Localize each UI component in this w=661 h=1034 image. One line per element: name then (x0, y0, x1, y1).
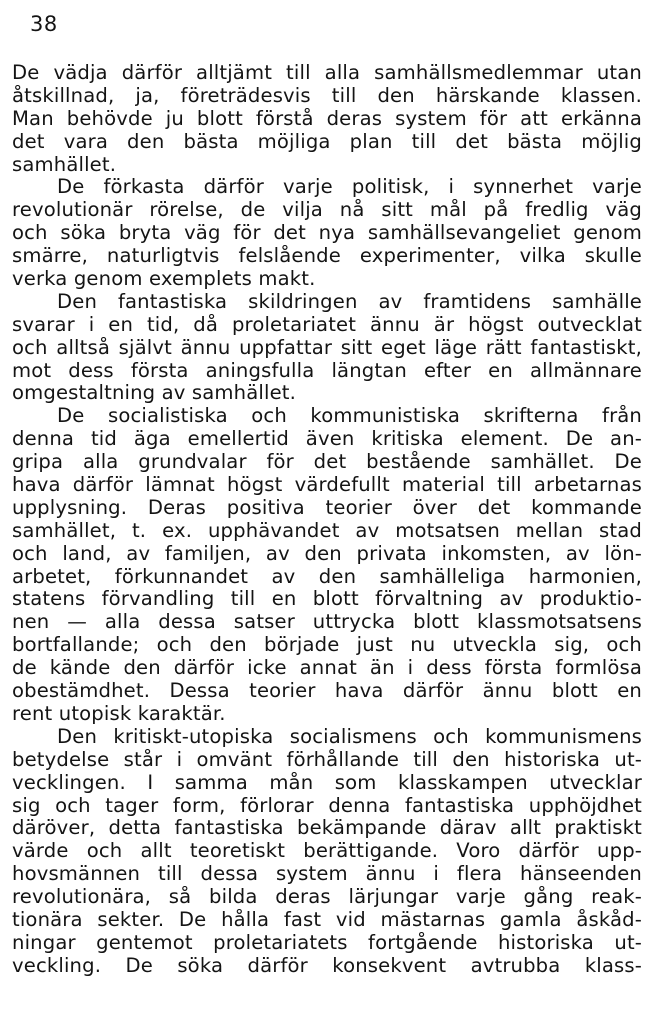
text-line: och alltså självt ännu uppfattar sitt eget läge rätt fantastiskt, (12, 336, 642, 359)
text-line: De vädja därför alltjämt till alla samhällsmedlemmar utan (12, 62, 642, 84)
text-line: betydelse står i omvänt förhållande till den historiska ut- (12, 748, 642, 771)
text-line: upplysning. Deras positiva teorier över det kommande (12, 496, 642, 519)
text-line: verka genom exemplets makt. (12, 268, 316, 291)
text-line: gripa alla grundvalar för det bestående samhället. De (12, 451, 642, 474)
body-text (12, 62, 642, 978)
text-line: hovsmännen till dessa system ännu i flera hänseenden (12, 863, 642, 886)
text-line: samhället, t. ex. upphävandet av motsatsen mellan stad (12, 519, 642, 542)
text-line: obestämdhet. Dessa teorier hava därför ännu blott en (12, 680, 642, 703)
text-line: Man behövde ju blott förstå deras system för att erkänna (12, 107, 642, 130)
text-line: arbetet, förkunnandet av den samhälleliga harmonien, (12, 565, 642, 588)
text-line: revolutionära, så bilda deras lärjungar varje gång reak- (12, 886, 642, 909)
text-line: ningar gentemot proletariatets fortgående historiska ut- (12, 931, 642, 954)
text-line: statens förvandling till en blott förvaltning av produktio- (12, 588, 642, 611)
text-line: bortfallande; och den började just nu utveckla sig, och (12, 634, 642, 657)
text-line: sig och tager form, förlorar denna fantastiska upphöjdhet (12, 794, 642, 817)
text-line: svarar i en tid, då proletariatet ännu är högst outvecklat (12, 313, 642, 336)
text-line: hava därför lämnat högst värdefullt material till arbetarnas (12, 474, 642, 497)
text-line: revolutionär rörelse, de vilja nå sitt mål på fredlig väg (12, 199, 642, 222)
text-line: och söka bryta väg för det nya samhällsevangeliet genom (12, 222, 642, 245)
text-line: denna tid äga emellertid även kritiska element. De an- (12, 428, 642, 451)
text-line: samhället. (12, 153, 117, 176)
text-line: de kände den därför icke annat än i dess första formlösa (12, 657, 642, 680)
text-line: åtskillnad, ja, företrädesvis till den härskande klassen. (12, 84, 642, 107)
page-number: 38 (30, 12, 58, 36)
text-line: däröver, detta fantastiska bekämpande därav allt praktiskt (12, 817, 642, 840)
text-line: De förkasta därför varje politisk, i synnerhet varje (57, 176, 642, 199)
text-line: omgestaltning av samhället. (12, 382, 296, 405)
text-line: tionära sekter. De hålla fast vid mästarnas gamla åskåd- (12, 908, 642, 931)
text-line: De socialistiska och kommunistiska skrifterna från (57, 405, 642, 428)
text-line: det vara den bästa möjliga plan till det bästa möjlig (12, 130, 642, 153)
text-line: rent utopisk karaktär. (12, 702, 226, 725)
text-line: mot dess första aningsfulla längtan efter en allmännare (12, 359, 642, 382)
text-line: Den kritiskt-utopiska socialismens och kommunismens (57, 725, 642, 748)
text-line: och land, av familjen, av den privata inkomsten, av lön- (12, 542, 642, 565)
text-line: Den fantastiska skildringen av framtidens samhälle (57, 290, 642, 313)
text-line: smärre, naturligtvis felslående experimenter, vilka skulle (12, 245, 642, 268)
text-line: värde och allt teoretiskt berättigande. Voro därför upp- (12, 840, 642, 863)
text-line: veckling. De söka därför konsekvent avtrubba klass- (12, 954, 642, 977)
text-line: nen — alla dessa satser uttrycka blott klassmotsatsens (12, 611, 642, 634)
text-line: vecklingen. I samma mån som klasskampen utvecklar (12, 771, 642, 794)
